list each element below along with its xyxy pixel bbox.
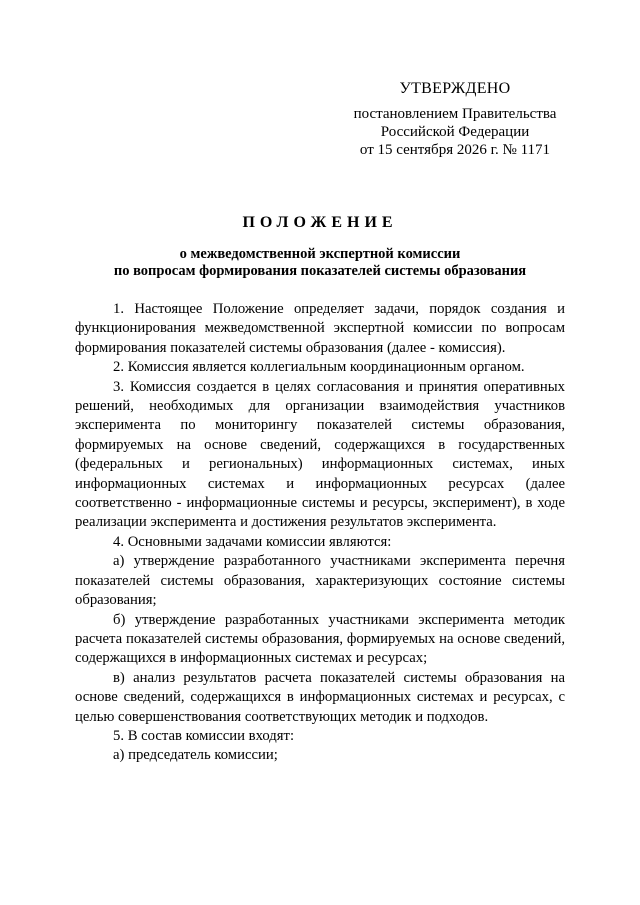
document-body [75,300,565,766]
approval-line-1: постановлением Правительства [353,106,557,122]
paragraph-4: 4. Основными задачами комиссии являются: [113,533,392,550]
paragraph-4a: а) утверждение разработанного участниками эксперимента перечня показателей системы образования, характеризующих состояние системы образования; [75,553,565,609]
paragraph-5a: а) председатель комиссии; [113,747,278,764]
approved-label: УТВЕРЖДЕНО [399,80,511,97]
approval-line-2: Российской Федерации [380,124,530,140]
document-subtitle-line-1: о межведомственной экспертной комиссии [179,246,461,262]
document-title: ПОЛОЖЕНИЕ [242,214,398,231]
paragraph-4b: б) утверждение разработанных участниками эксперимента методик расчета показателей системы образования, формируемых на основе сведений, содержащихся в информационных системах и ресурсах; [75,611,565,667]
paragraph-5: 5. В состав комиссии входят: [113,727,295,744]
paragraph-1: 1. Настоящее Положение определяет задачи, порядок создания и функционирования межведомственной экспертной комиссии по вопросам формирования показателей системы образования (далее - комиссия). [75,301,565,356]
approval-stamp [330,80,580,159]
approval-line-3: от 15 сентября 2026 г. № 1171 [359,142,551,158]
paragraph-2: 2. Комиссия является коллегиальным координационным органом. [113,359,525,376]
paragraph-3: 3. Комиссия создается в целях согласования и принятия оперативных решений, необходимых для организации взаимодействия участников эксперимента по мониторингу показателей системы образования, формируемых на основе сведений, содержащихся в государственных (федеральных и региональных) информационных системах, иных информационных системах и информационных ресурсах (далее соответственно - информационные системы и ресурсы, эксперимент), в ходе реализации эксперимента и достижения результатов эксперимента. [75,378,565,531]
document-subtitle-line-2: по вопросам формирования показателей системы образования [113,263,527,279]
paragraph-4c: в) анализ результатов расчета показателей системы образования на основе сведений, содержащихся в информационных системах и ресурсах, с целью совершенствования соответствующих методик и подходов. [75,669,565,725]
document-title-block [70,214,570,280]
